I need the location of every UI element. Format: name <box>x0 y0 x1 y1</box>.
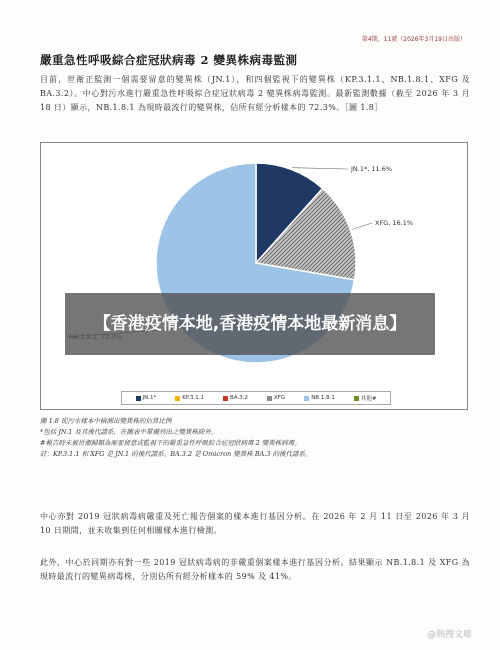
legend-swatch <box>267 396 272 401</box>
section-title: 嚴重急性呼吸綜合症冠狀病毒 2 變異株病毒監測 <box>40 53 298 67</box>
paragraph-non-severe-cases: 此外，中心於同期亦有對一些 2019 冠狀病毒病的非嚴重個案樣本進行基因分析。結果顯示 NB.1.8.1 及 XFG 為現時最流行的變異病毒株，分別佔所有經分析樣本的 59% 及 41%。 <box>40 558 470 581</box>
legend-swatch <box>175 396 180 401</box>
legend-item- <box>354 394 377 402</box>
legend-label: KP.3.1.1 <box>182 395 205 401</box>
headline-banner-text: 【香港疫情本地,香港疫情本地最新消息】 <box>93 314 407 334</box>
variant-pie-chart <box>40 142 468 410</box>
legend-item-ba32 <box>223 395 248 401</box>
legend-item-kp311 <box>175 395 204 401</box>
legend-label: 其他# <box>360 396 377 402</box>
pie-leader-line <box>352 223 372 229</box>
paragraph-severe-cases: 中心亦對 2019 冠狀病毒病嚴重及死亡報告個案的樣本進行基因分析。在 2026 年 2 月 11 日至 2026 年 3 月 10 日期間，並未收集到任何相關樣本進行檢測。 <box>40 512 470 535</box>
legend-item-xfg <box>267 395 285 401</box>
chart-legend <box>121 391 391 405</box>
headline-banner <box>65 293 435 355</box>
pie-label-xfg: XFG, 16.1% <box>375 219 414 227</box>
legend-swatch <box>136 396 141 401</box>
legend-label: BA.3.2 <box>230 395 248 401</box>
caption-note-3: 註：KP.3.1.1 和 XFG 是 JN.1 的後代譜系。BA.3.2 是 Omicron 變異株 BA.3 的後代譜系。 <box>40 450 312 458</box>
legend-label: JN.1* <box>142 395 157 401</box>
legend-label: NB.1.8.1 <box>311 395 335 401</box>
watermark-text: @熱搜文庫 <box>426 630 472 640</box>
pie-leader-line <box>292 168 348 169</box>
caption-title: 圖 1.8 從污水樣本中檢測出變異株的估算比例 <box>40 417 172 425</box>
pie-label-jn1: JN.1*, 11.6% <box>351 165 393 173</box>
legend-swatch <box>223 396 228 401</box>
legend-swatch <box>304 396 309 401</box>
legend-label: XFG <box>273 395 286 401</box>
legend-swatch <box>354 396 359 401</box>
paragraph-surveillance: 目前，世衛正監測一個需要留意的變異株（JN.1），和四個監視下的變異株（KP.3.1.1、NB.1.8.1、XFG 及 BA.3.2）。中心對污水進行嚴重急性呼吸綜合症冠狀病毒 2 變異株病毒監測。最新監測數據（截至 2026 年 3 月 18 日）顯示，NB.1.8.1 為現時最流行的變異株，佔所有經分析樣本的 72.3%。［圖 1.8］ <box>40 75 470 112</box>
caption-note-2: #報告時未被世衛歸類為需要留意或監視下的嚴重急性呼吸綜合症冠狀病毒 2 變異株病毒。 <box>40 439 301 447</box>
legend-item-jn1 <box>136 395 157 401</box>
caption-note-1: *包括 JN.1 及其後代譜系，在圖表中單獨列出之變異株除外。 <box>40 428 218 436</box>
page-header-info: 第4期，11號（2026年3月19日出版） <box>361 36 466 43</box>
figure-caption <box>40 416 470 460</box>
pie-chart-svg <box>41 143 469 411</box>
legend-item-nb181 <box>304 395 335 401</box>
